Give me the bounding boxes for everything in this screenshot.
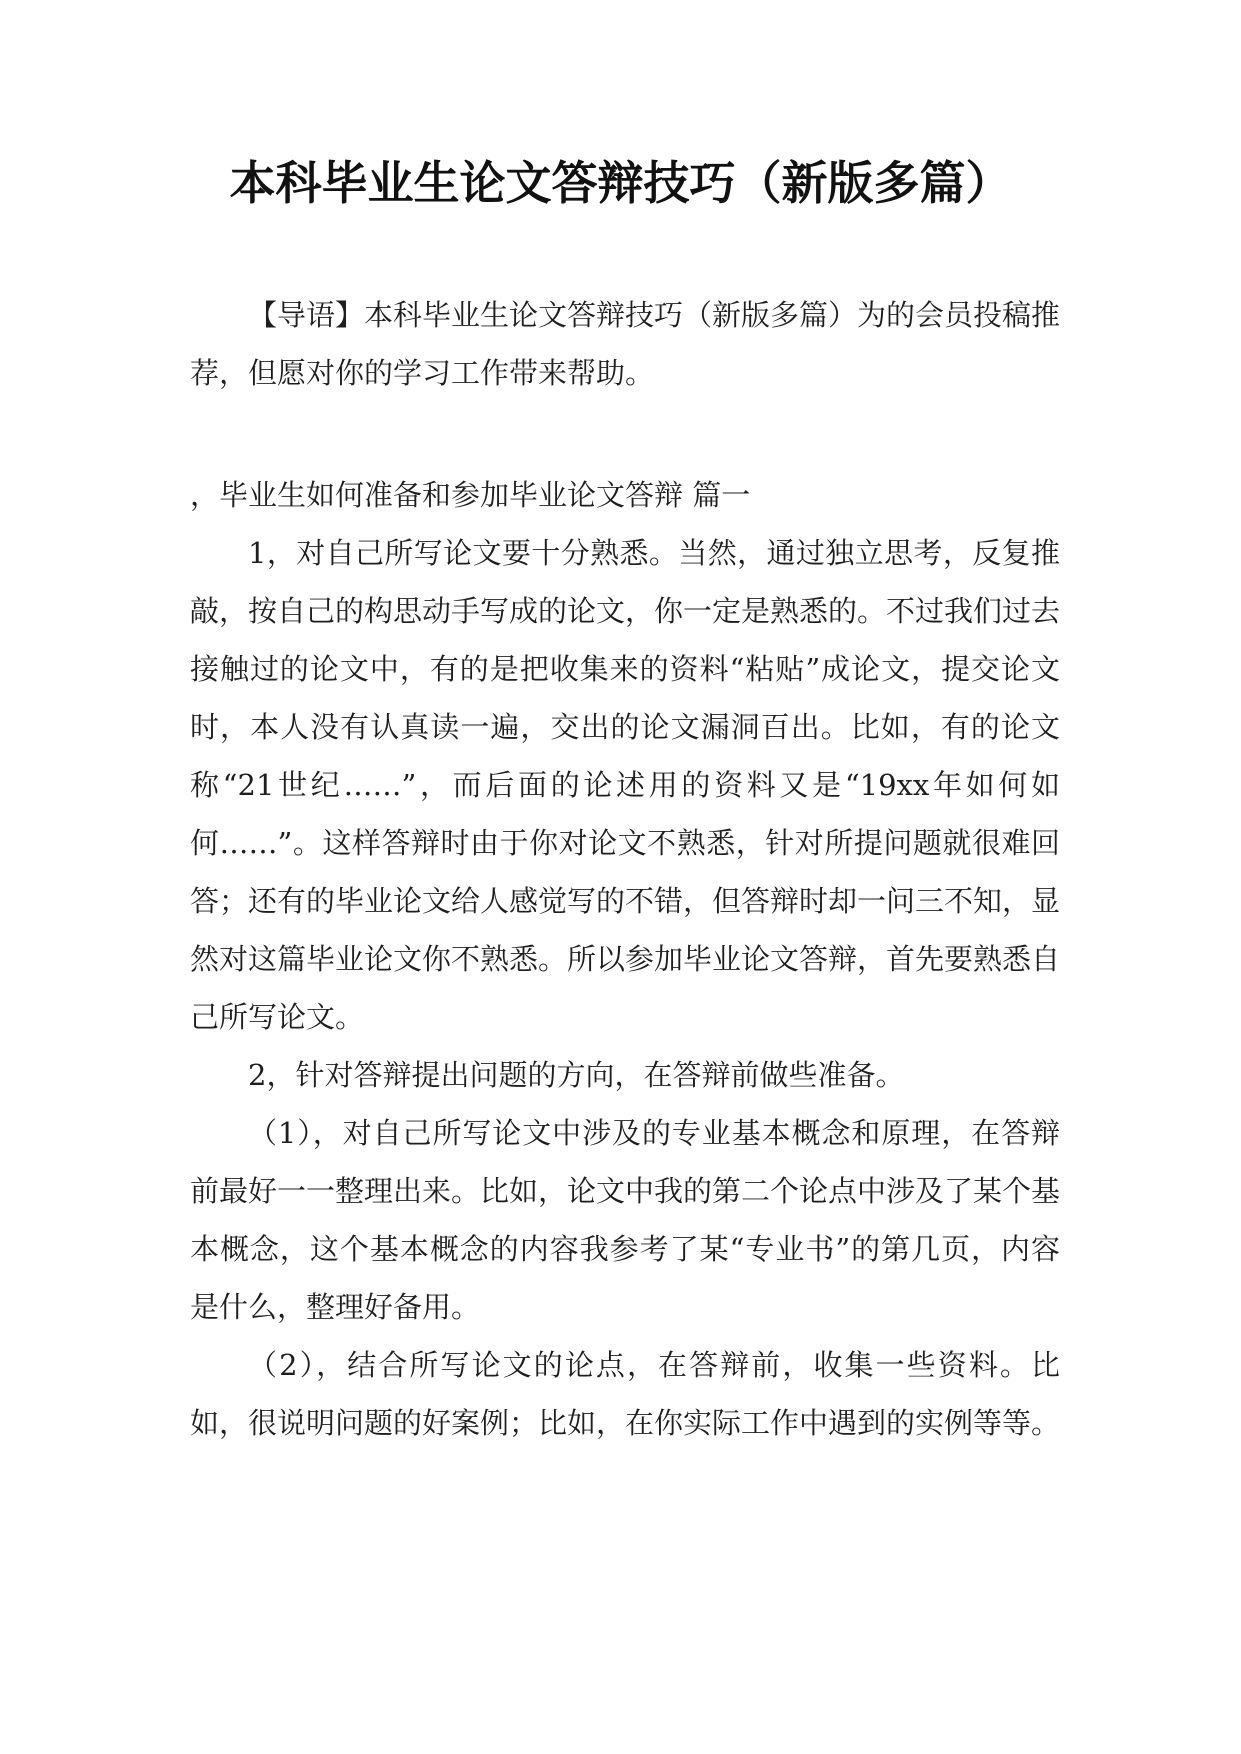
intro-block xyxy=(190,286,1060,402)
content-block xyxy=(190,466,1060,1452)
document-title: 本科毕业生论文答辩技巧（新版多篇） xyxy=(229,156,1012,210)
body-paragraph: （2），结合所写论文的论点，在答辩前，收集一些资料。比如，很说明问题的好案例；比如，在你实际工作中遇到的实例等等。 xyxy=(190,1348,1061,1440)
intro-paragraph: 【导语】本科毕业生论文答辩技巧（新版多篇）为的会员投稿推荐，但愿对你的学习工作带来帮助。 xyxy=(190,298,1061,390)
section-heading: ，毕业生如何准备和参加毕业论文答辩 篇一 xyxy=(190,478,751,512)
body-paragraph: 2，针对答辩提出问题的方向，在答辩前做些准备。 xyxy=(248,1058,905,1092)
body-paragraph: （1），对自己所写论文中涉及的专业基本概念和原理，在答辩前最好一一整理出来。比如，论文中我的第二个论点中涉及了某个基本概念，这个基本概念的内容我参考了某“专业书”的第几页，内容是什么，整理好备用。 xyxy=(190,1116,1061,1324)
body-paragraph: 1，对自己所写论文要十分熟悉。当然，通过独立思考，反复推敲，按自己的构思动手写成的论文，你一定是熟悉的。不过我们过去接触过的论文中，有的是把收集来的资料“粘贴”成论文，提交论文时，本人没有认真读一遍，交出的论文漏洞百出。比如，有的论文称“21世纪……”，而后面的论述用的资料又是“19xx年如何如何……”。这样答辩时由于你对论文不熟悉，针对所提问题就很难回答；还有的毕业论文给人感觉写的不错，但答辩时却一问三不知，显然对这篇毕业论文你不熟悉。所以参加毕业论文答辩，首先要熟悉自己所写论文。 xyxy=(190,536,1061,1034)
